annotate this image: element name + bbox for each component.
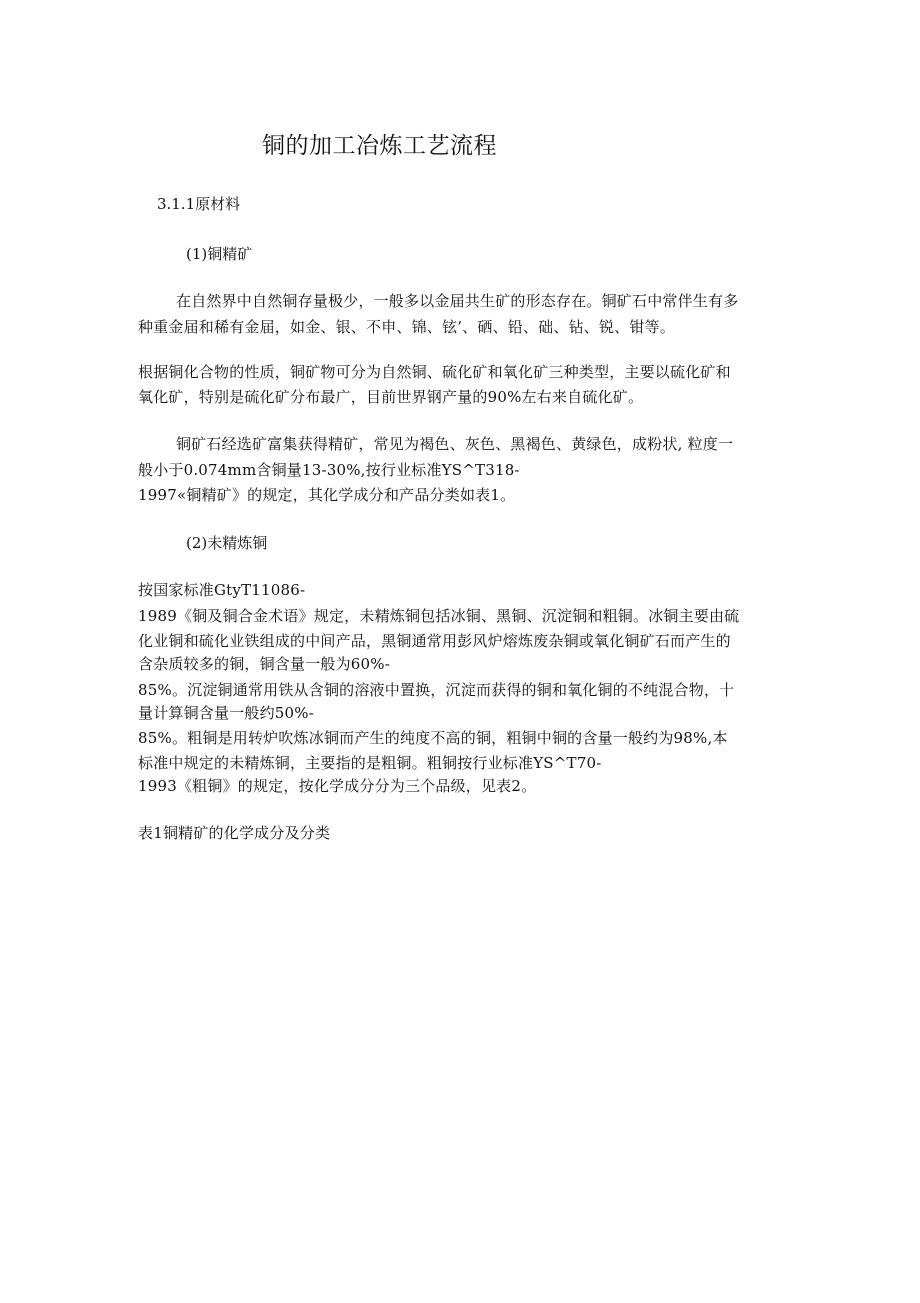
paragraph-4-line-5: 85%。沉淀铜通常用铁从含铜的溶液中置换，沉淀而获得的铜和氧化铜的不纯混合物，十 [138, 681, 735, 699]
paragraph-3-line-1: 铜矿石经选矿富集获得精矿，常见为褐色、灰色、黑褐色、黄绿色，成粉状, 粒度一 [176, 435, 734, 453]
subsection-heading-copper-concentrate: (1)铜精矿 [186, 245, 253, 263]
paragraph-1-line-2: 种重金届和稀有金届，如金、银、不申、锦、铉’、硒、铅、础、钻、锐、钳等。 [138, 318, 675, 336]
paragraph-3-line-3: 1997«铜精矿》的规定，其化学成分和产品分类如表1。 [138, 486, 516, 504]
paragraph-4-line-3: 化业铜和硫化业铁组成的中间产品，黑铜通常用彭风炉熔炼废杂铜或氧化铜矿石而产生的 [138, 632, 731, 650]
paragraph-4-line-4: 含杂质较多的铜，铜含量一般为60%- [138, 655, 391, 673]
paragraph-2-line-1: 根据铜化合物的性质，铜矿物可分为自然铜、硫化矿和氧化矿三种类型，主要以硫化矿和 [138, 363, 731, 381]
paragraph-3-line-2: 般小于0.074mm含铜量13-30%,按行业标准YS^T318- [138, 461, 520, 479]
paragraph-4-line-1: 按国家标准GtyT11086- [138, 581, 306, 599]
section-heading: 3.1.1原材料 [157, 195, 241, 213]
paragraph-1-line-1: 在自然界中自然铜存量极少，一般多以金届共生矿的形态存在。铜矿石中常伴生有多 [176, 292, 739, 310]
paragraph-4-line-9: 1993《粗铜》的规定，按化学成分分为三个品级，见表2。 [138, 777, 537, 795]
subsection-heading-unrefined-copper: (2)未精炼铜 [186, 534, 268, 552]
document-title: 铜的加工冶炼工艺流程 [262, 133, 497, 159]
paragraph-2-line-2: 氧化矿，特别是硫化矿分布最广，目前世界钢产量的90%左右来自硫化矿。 [138, 388, 644, 406]
table-caption: 表1铜精矿的化学成分及分类 [138, 824, 331, 842]
paragraph-4-line-8: 标准中规定的未精炼铜，主要指的是粗铜。粗铜按行业标准YS^T70- [138, 754, 602, 772]
paragraph-4-line-2: 1989《铜及铜合金术语》规定，未精炼铜包括冰铜、黑铜、沉淀铜和粗铜。冰铜主要由硫 [138, 607, 740, 625]
paragraph-4-line-7: 85%。粗铜是用转炉吹炼冰铜而产生的纯度不高的铜，粗铜中铜的含量一般约为98%,本 [138, 729, 728, 747]
paragraph-4-line-6: 量计算铜含量一般约50%- [138, 704, 315, 722]
